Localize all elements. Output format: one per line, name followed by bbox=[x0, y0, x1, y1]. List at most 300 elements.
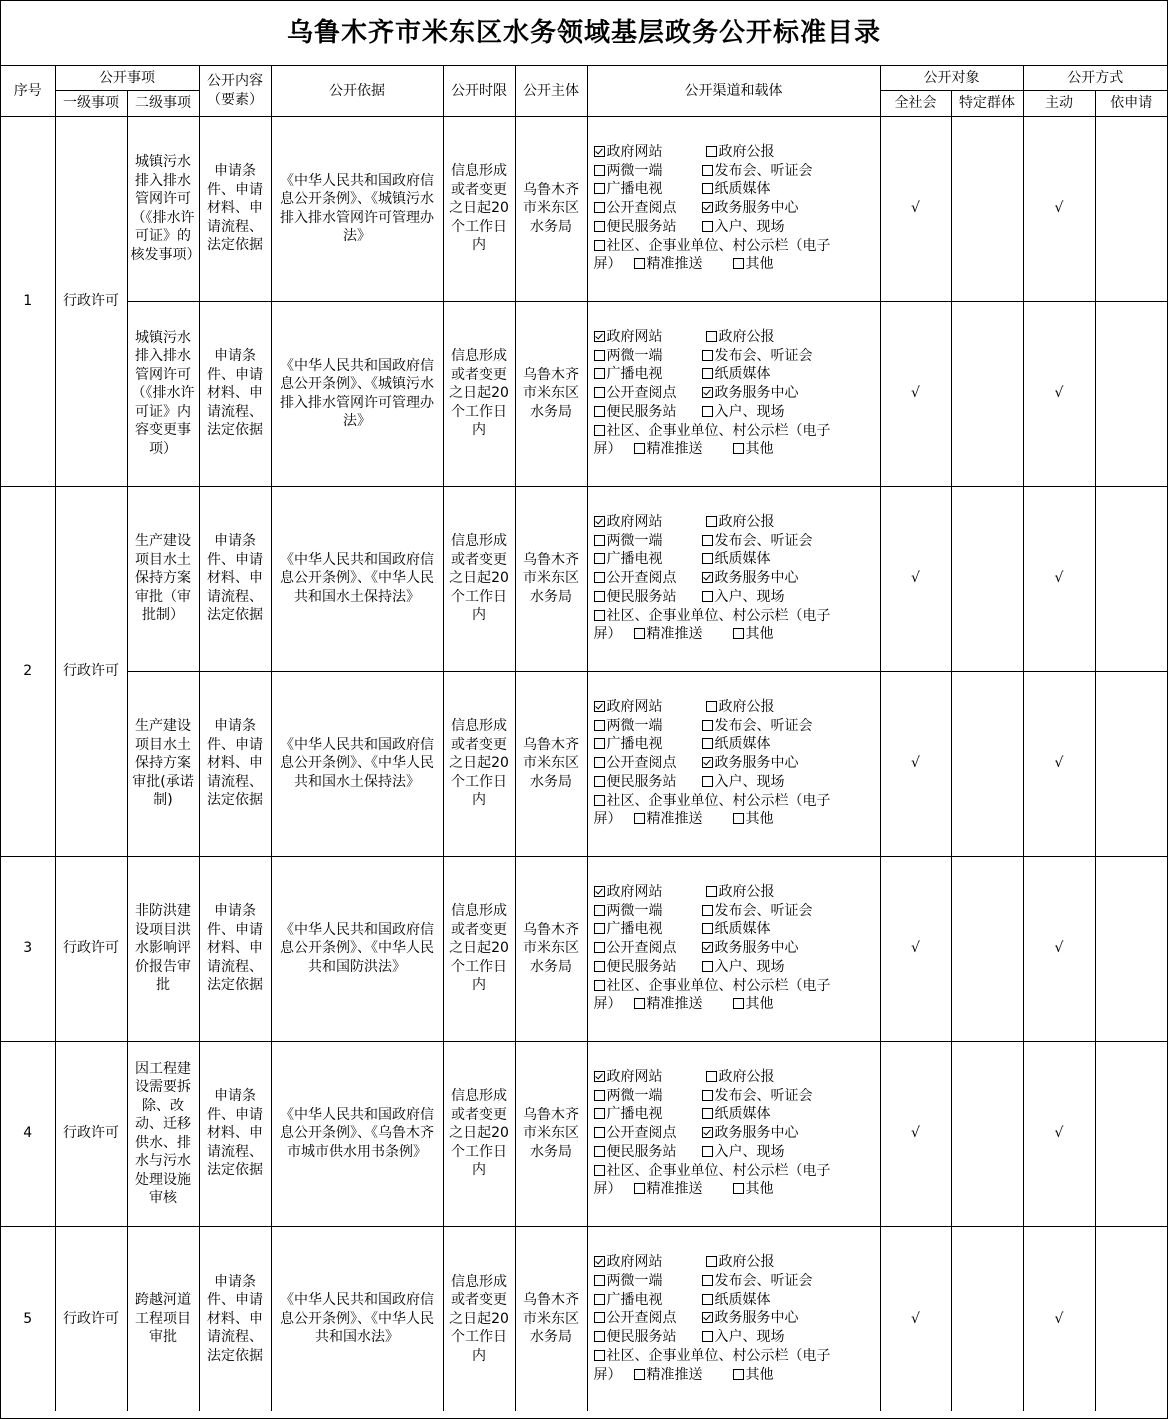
channel-line bbox=[594, 792, 878, 811]
specific-group-cell bbox=[951, 1041, 1023, 1226]
unchecked-box-icon bbox=[594, 923, 605, 934]
unchecked-box-icon bbox=[702, 738, 713, 749]
channel-option-label: 政务服务中心 bbox=[714, 385, 799, 402]
channel-line bbox=[594, 1347, 878, 1366]
unchecked-box-icon bbox=[594, 425, 605, 436]
channel-line bbox=[594, 977, 878, 996]
channel-option-label: 社区、企事业单位、村公示栏（电子 bbox=[606, 1347, 831, 1364]
channel-option-two-micro bbox=[594, 1272, 702, 1291]
channels-cell bbox=[587, 856, 880, 1041]
unchecked-box-icon bbox=[634, 258, 645, 269]
channel-option-label: 两微一端 bbox=[606, 717, 663, 734]
level1-cell: 行政许可 bbox=[55, 1226, 127, 1411]
channel-option-label: 入户、现场 bbox=[714, 773, 785, 790]
specific-group-cell bbox=[951, 486, 1023, 671]
channel-option-label: 屏） bbox=[593, 1366, 622, 1383]
channel-option-press-hearing bbox=[702, 1272, 813, 1291]
channel-option-label: 政务服务中心 bbox=[714, 200, 799, 217]
unchecked-box-icon bbox=[634, 813, 645, 824]
channels-cell bbox=[587, 116, 880, 301]
unchecked-box-icon bbox=[594, 961, 605, 972]
unchecked-box-icon bbox=[702, 165, 713, 176]
basis-cell: 《中华人民共和国政府信息公开条例》、《中华人民共和国水土保持法》 bbox=[271, 486, 443, 671]
channel-option-bulletin bbox=[594, 422, 831, 441]
all-society-cell: √ bbox=[880, 671, 951, 856]
unchecked-box-icon bbox=[594, 795, 605, 806]
unchecked-box-icon bbox=[594, 221, 605, 232]
basis-cell: 《中华人民共和国政府信息公开条例》、《城镇污水排入排水管网许可管理办法》 bbox=[271, 116, 443, 301]
specific-group-cell bbox=[951, 301, 1023, 486]
checked-box-icon bbox=[702, 757, 713, 768]
checked-box-icon bbox=[702, 572, 713, 583]
channel-option-gov-website bbox=[594, 513, 706, 532]
all-society-cell: √ bbox=[880, 1041, 951, 1226]
channel-option-label: 政务服务中心 bbox=[714, 570, 799, 587]
unchecked-box-icon bbox=[733, 628, 744, 639]
channel-option-press-hearing bbox=[702, 532, 813, 551]
channel-line bbox=[594, 255, 878, 274]
checked-box-icon bbox=[594, 331, 605, 342]
channel-option-screen bbox=[594, 995, 622, 1014]
unchecked-box-icon bbox=[733, 258, 744, 269]
unchecked-box-icon bbox=[594, 572, 605, 583]
unchecked-box-icon bbox=[594, 776, 605, 787]
channel-option-label: 公开查阅点 bbox=[606, 200, 677, 217]
unchecked-box-icon bbox=[702, 553, 713, 564]
time-limit-cell: 信息形成或者变更之日起20个工作日内 bbox=[443, 486, 515, 671]
channel-option-public-reading bbox=[594, 754, 702, 773]
level1-cell: 行政许可 bbox=[55, 116, 127, 486]
channel-line bbox=[594, 347, 878, 366]
unchecked-box-icon bbox=[706, 701, 717, 712]
unchecked-box-icon bbox=[594, 240, 605, 251]
document-title: 乌鲁木齐市米东区水务领域基层政务公开标准目录 bbox=[1, 1, 1167, 66]
on-request-cell bbox=[1095, 856, 1167, 1041]
channel-option-other bbox=[733, 810, 774, 829]
unchecked-box-icon bbox=[594, 757, 605, 768]
channel-option-door-to-door bbox=[702, 403, 785, 422]
channel-option-label: 其他 bbox=[745, 996, 774, 1013]
unchecked-box-icon bbox=[702, 1331, 713, 1342]
channel-line bbox=[594, 902, 878, 921]
channel-option-label: 精准推送 bbox=[646, 626, 703, 643]
channel-option-label: 公开查阅点 bbox=[606, 1125, 677, 1142]
unchecked-box-icon bbox=[634, 628, 645, 639]
unchecked-box-icon bbox=[702, 591, 713, 602]
channel-line bbox=[594, 440, 878, 459]
level2-cell: 城镇污水排入排水管网许可（《排水许可证》内容变更事项） bbox=[127, 301, 199, 486]
seq-cell: 5 bbox=[1, 1226, 55, 1411]
channel-option-door-to-door bbox=[702, 1143, 785, 1162]
level2-cell: 非防洪建设项目洪水影响评价报告审批 bbox=[127, 856, 199, 1041]
all-society-cell: √ bbox=[880, 116, 951, 301]
channel-line bbox=[594, 1291, 878, 1310]
channel-option-label: 政府网站 bbox=[606, 1253, 663, 1270]
channel-option-label: 便民服务站 bbox=[606, 958, 677, 975]
unchecked-box-icon bbox=[702, 350, 713, 361]
channel-option-public-reading bbox=[594, 384, 702, 403]
channel-option-two-micro bbox=[594, 532, 702, 551]
unchecked-box-icon bbox=[594, 535, 605, 546]
channel-option-label: 两微一端 bbox=[606, 162, 663, 179]
channel-option-screen bbox=[594, 625, 622, 644]
channel-option-broadcast-tv bbox=[594, 1105, 702, 1124]
channel-option-label: 其他 bbox=[745, 256, 774, 273]
channel-option-label: 两微一端 bbox=[606, 1272, 663, 1289]
subject-cell: 乌鲁木齐市米东区水务局 bbox=[515, 856, 587, 1041]
unchecked-box-icon bbox=[594, 387, 605, 398]
channels-cell bbox=[587, 486, 880, 671]
channel-option-label: 两微一端 bbox=[606, 902, 663, 919]
channel-option-screen bbox=[594, 255, 622, 274]
channel-option-label: 政府公报 bbox=[718, 328, 775, 345]
channel-option-label: 广播电视 bbox=[606, 551, 663, 568]
channel-option-label: 公开查阅点 bbox=[606, 385, 677, 402]
channel-option-precise-push bbox=[634, 625, 703, 644]
unchecked-box-icon bbox=[706, 516, 717, 527]
header-active: 主动 bbox=[1023, 90, 1095, 116]
channel-option-label: 屏） bbox=[593, 1181, 622, 1198]
unchecked-box-icon bbox=[594, 1165, 605, 1176]
channel-line bbox=[594, 1272, 878, 1291]
channel-option-screen bbox=[594, 810, 622, 829]
time-limit-cell: 信息形成或者变更之日起20个工作日内 bbox=[443, 671, 515, 856]
content-cell: 申请条件、申请材料、申请流程、法定依据 bbox=[199, 671, 271, 856]
channel-option-public-reading bbox=[594, 1309, 702, 1328]
unchecked-box-icon bbox=[733, 1183, 744, 1194]
catalog-body bbox=[1, 116, 1167, 1411]
channel-option-label: 发布会、听证会 bbox=[714, 1087, 813, 1104]
channel-option-broadcast-tv bbox=[594, 1291, 702, 1310]
channel-option-gov-gazette bbox=[706, 1253, 775, 1272]
channel-option-broadcast-tv bbox=[594, 180, 702, 199]
unchecked-box-icon bbox=[634, 998, 645, 1009]
channel-option-label: 广播电视 bbox=[606, 736, 663, 753]
level2-cell: 跨越河道工程项目审批 bbox=[127, 1226, 199, 1411]
channel-line bbox=[594, 883, 878, 902]
channel-option-label: 两微一端 bbox=[606, 532, 663, 549]
channel-option-label: 公开查阅点 bbox=[606, 570, 677, 587]
unchecked-box-icon bbox=[594, 1127, 605, 1138]
unchecked-box-icon bbox=[634, 1183, 645, 1194]
active-cell: √ bbox=[1023, 1041, 1095, 1226]
subject-cell: 乌鲁木齐市米东区水务局 bbox=[515, 301, 587, 486]
channel-option-label: 广播电视 bbox=[606, 366, 663, 383]
specific-group-cell bbox=[951, 1226, 1023, 1411]
time-limit-cell: 信息形成或者变更之日起20个工作日内 bbox=[443, 856, 515, 1041]
unchecked-box-icon bbox=[706, 331, 717, 342]
channel-line bbox=[594, 550, 878, 569]
table-row bbox=[1, 486, 1167, 671]
channel-option-label: 政府网站 bbox=[606, 698, 663, 715]
channel-option-gov-gazette bbox=[706, 143, 775, 162]
channel-option-label: 纸质媒体 bbox=[714, 921, 771, 938]
channel-option-label: 社区、企事业单位、村公示栏（电子 bbox=[606, 607, 831, 624]
channel-option-label: 精准推送 bbox=[646, 996, 703, 1013]
on-request-cell bbox=[1095, 1041, 1167, 1226]
channel-option-bulletin bbox=[594, 237, 831, 256]
on-request-cell bbox=[1095, 671, 1167, 856]
channel-option-broadcast-tv bbox=[594, 920, 702, 939]
channel-option-bulletin bbox=[594, 1162, 831, 1181]
channel-option-label: 政府网站 bbox=[606, 328, 663, 345]
channel-option-label: 入户、现场 bbox=[714, 1143, 785, 1160]
channel-option-precise-push bbox=[634, 1366, 703, 1385]
channel-option-label: 其他 bbox=[745, 811, 774, 828]
channel-line bbox=[594, 1068, 878, 1087]
unchecked-box-icon bbox=[594, 1312, 605, 1323]
channel-option-gov-gazette bbox=[706, 698, 775, 717]
channel-option-bulletin bbox=[594, 977, 831, 996]
channel-option-label: 发布会、听证会 bbox=[714, 347, 813, 364]
table-row bbox=[1, 1226, 1167, 1411]
channel-option-label: 其他 bbox=[745, 1181, 774, 1198]
unchecked-box-icon bbox=[594, 202, 605, 213]
unchecked-box-icon bbox=[594, 1350, 605, 1361]
basis-cell: 《中华人民共和国政府信息公开条例》、《城镇污水排入排水管网许可管理办法》 bbox=[271, 301, 443, 486]
level2-cell: 生产建设项目水土保持方案审批(承诺制) bbox=[127, 671, 199, 856]
channel-option-two-micro bbox=[594, 162, 702, 181]
channel-option-label: 精准推送 bbox=[646, 1366, 703, 1383]
channel-line bbox=[594, 920, 878, 939]
table-row bbox=[1, 301, 1167, 486]
subject-cell: 乌鲁木齐市米东区水务局 bbox=[515, 486, 587, 671]
channel-option-label: 发布会、听证会 bbox=[714, 1272, 813, 1289]
catalog-table bbox=[1, 66, 1167, 1411]
channel-option-label: 社区、企事业单位、村公示栏（电子 bbox=[606, 1162, 831, 1179]
channel-option-other bbox=[733, 1366, 774, 1385]
all-society-cell: √ bbox=[880, 1226, 951, 1411]
channel-option-label: 两微一端 bbox=[606, 1087, 663, 1104]
channel-option-door-to-door bbox=[702, 958, 785, 977]
channel-line bbox=[594, 1253, 878, 1272]
channel-option-label: 社区、企事业单位、村公示栏（电子 bbox=[606, 422, 831, 439]
level1-cell: 行政许可 bbox=[55, 486, 127, 856]
channel-option-broadcast-tv bbox=[594, 735, 702, 754]
basis-cell: 《中华人民共和国政府信息公开条例》、《中华人民共和国水法》 bbox=[271, 1226, 443, 1411]
checked-box-icon bbox=[594, 146, 605, 157]
active-cell: √ bbox=[1023, 116, 1095, 301]
channel-line bbox=[594, 513, 878, 532]
channel-option-gov-website bbox=[594, 143, 706, 162]
channel-option-paper-media bbox=[702, 180, 771, 199]
level2-cell: 城镇污水排入排水管网许可（《排水许可证》的核发事项） bbox=[127, 116, 199, 301]
checked-box-icon bbox=[702, 387, 713, 398]
unchecked-box-icon bbox=[594, 1108, 605, 1119]
channel-option-label: 政务服务中心 bbox=[714, 1125, 799, 1142]
channel-option-label: 纸质媒体 bbox=[714, 181, 771, 198]
channel-option-label: 屏） bbox=[593, 441, 622, 458]
channel-line bbox=[594, 218, 878, 237]
channel-option-precise-push bbox=[634, 995, 703, 1014]
channel-line bbox=[594, 384, 878, 403]
channel-option-gov-service-center bbox=[702, 569, 799, 588]
table-row bbox=[1, 671, 1167, 856]
specific-group-cell bbox=[951, 116, 1023, 301]
header-level2: 二级事项 bbox=[127, 90, 199, 116]
unchecked-box-icon bbox=[594, 368, 605, 379]
channel-option-gov-service-center bbox=[702, 384, 799, 403]
channel-option-convenience-station bbox=[594, 773, 702, 792]
channel-option-convenience-station bbox=[594, 588, 702, 607]
channel-option-paper-media bbox=[702, 550, 771, 569]
channel-option-gov-website bbox=[594, 883, 706, 902]
unchecked-box-icon bbox=[702, 368, 713, 379]
unchecked-box-icon bbox=[594, 720, 605, 731]
checked-box-icon bbox=[702, 202, 713, 213]
channel-option-label: 发布会、听证会 bbox=[714, 902, 813, 919]
header-channels: 公开渠道和载体 bbox=[587, 66, 880, 116]
specific-group-cell bbox=[951, 671, 1023, 856]
subject-cell: 乌鲁木齐市米东区水务局 bbox=[515, 1226, 587, 1411]
channel-option-label: 入户、现场 bbox=[714, 403, 785, 420]
header-target-group: 公开对象 bbox=[880, 66, 1023, 90]
channel-option-gov-website bbox=[594, 328, 706, 347]
content-cell: 申请条件、申请材料、申请流程、法定依据 bbox=[199, 116, 271, 301]
channel-option-screen bbox=[594, 440, 622, 459]
channel-line bbox=[594, 422, 878, 441]
seq-cell: 4 bbox=[1, 1041, 55, 1226]
unchecked-box-icon bbox=[702, 905, 713, 916]
channel-option-convenience-station bbox=[594, 958, 702, 977]
channel-option-label: 屏） bbox=[593, 811, 622, 828]
channel-line bbox=[594, 773, 878, 792]
channel-option-gov-website bbox=[594, 698, 706, 717]
subject-cell: 乌鲁木齐市米东区水务局 bbox=[515, 671, 587, 856]
channel-option-label: 公开查阅点 bbox=[606, 940, 677, 957]
channel-option-label: 其他 bbox=[745, 441, 774, 458]
content-cell: 申请条件、申请材料、申请流程、法定依据 bbox=[199, 856, 271, 1041]
channel-option-gov-service-center bbox=[702, 1309, 799, 1328]
channel-option-screen bbox=[594, 1180, 622, 1199]
unchecked-box-icon bbox=[702, 535, 713, 546]
channel-option-paper-media bbox=[702, 735, 771, 754]
channel-option-precise-push bbox=[634, 1180, 703, 1199]
level2-cell: 生产建设项目水土保持方案审批（审批制） bbox=[127, 486, 199, 671]
channel-line bbox=[594, 180, 878, 199]
unchecked-box-icon bbox=[706, 1256, 717, 1267]
channel-option-paper-media bbox=[702, 1291, 771, 1310]
unchecked-box-icon bbox=[702, 720, 713, 731]
header-all-society: 全社会 bbox=[880, 90, 951, 116]
table-row bbox=[1, 116, 1167, 301]
channel-line bbox=[594, 995, 878, 1014]
subject-cell: 乌鲁木齐市米东区水务局 bbox=[515, 116, 587, 301]
unchecked-box-icon bbox=[702, 961, 713, 972]
unchecked-box-icon bbox=[706, 886, 717, 897]
channel-option-label: 政府网站 bbox=[606, 883, 663, 900]
unchecked-box-icon bbox=[706, 146, 717, 157]
active-cell: √ bbox=[1023, 1226, 1095, 1411]
channel-option-press-hearing bbox=[702, 347, 813, 366]
header-on-request: 依申请 bbox=[1095, 90, 1167, 116]
channel-option-label: 入户、现场 bbox=[714, 1329, 785, 1346]
channel-line bbox=[594, 735, 878, 754]
channel-option-door-to-door bbox=[702, 1328, 785, 1347]
channel-option-label: 入户、现场 bbox=[714, 958, 785, 975]
channel-option-label: 社区、企事业单位、村公示栏（电子 bbox=[606, 792, 831, 809]
channel-option-public-reading bbox=[594, 939, 702, 958]
unchecked-box-icon bbox=[594, 905, 605, 916]
channel-option-label: 广播电视 bbox=[606, 1291, 663, 1308]
channel-line bbox=[594, 698, 878, 717]
channel-option-label: 便民服务站 bbox=[606, 1329, 677, 1346]
channel-option-label: 政府公报 bbox=[718, 1068, 775, 1085]
unchecked-box-icon bbox=[594, 942, 605, 953]
header-specific-group: 特定群体 bbox=[951, 90, 1023, 116]
channel-option-gov-website bbox=[594, 1253, 706, 1272]
channel-option-label: 便民服务站 bbox=[606, 403, 677, 420]
channel-option-label: 便民服务站 bbox=[606, 218, 677, 235]
unchecked-box-icon bbox=[594, 406, 605, 417]
unchecked-box-icon bbox=[702, 183, 713, 194]
all-society-cell: √ bbox=[880, 486, 951, 671]
channel-option-label: 纸质媒体 bbox=[714, 1291, 771, 1308]
header-time-limit: 公开时限 bbox=[443, 66, 515, 116]
channel-option-label: 精准推送 bbox=[646, 811, 703, 828]
header-subject: 公开主体 bbox=[515, 66, 587, 116]
checked-box-icon bbox=[594, 701, 605, 712]
time-limit-cell: 信息形成或者变更之日起20个工作日内 bbox=[443, 116, 515, 301]
channel-option-label: 纸质媒体 bbox=[714, 736, 771, 753]
active-cell: √ bbox=[1023, 856, 1095, 1041]
unchecked-box-icon bbox=[634, 1369, 645, 1380]
channel-line bbox=[594, 717, 878, 736]
channel-line bbox=[594, 403, 878, 422]
header-content: 公开内容（要素） bbox=[199, 66, 271, 116]
channel-option-label: 纸质媒体 bbox=[714, 551, 771, 568]
channel-option-label: 广播电视 bbox=[606, 921, 663, 938]
channels-cell bbox=[587, 301, 880, 486]
table-row bbox=[1, 856, 1167, 1041]
unchecked-box-icon bbox=[733, 813, 744, 824]
channel-option-gov-service-center bbox=[702, 1124, 799, 1143]
channel-line bbox=[594, 162, 878, 181]
channel-option-label: 政府公报 bbox=[718, 513, 775, 530]
channel-option-label: 精准推送 bbox=[646, 256, 703, 273]
channel-option-convenience-station bbox=[594, 1328, 702, 1347]
channel-option-label: 政府网站 bbox=[606, 143, 663, 160]
unchecked-box-icon bbox=[702, 1294, 713, 1305]
unchecked-box-icon bbox=[702, 1146, 713, 1157]
channels-cell bbox=[587, 1226, 880, 1411]
channel-option-gov-service-center bbox=[702, 199, 799, 218]
channel-option-press-hearing bbox=[702, 717, 813, 736]
channel-line bbox=[594, 1124, 878, 1143]
channel-option-gov-gazette bbox=[706, 1068, 775, 1087]
channel-option-label: 发布会、听证会 bbox=[714, 532, 813, 549]
channel-option-public-reading bbox=[594, 1124, 702, 1143]
content-cell: 申请条件、申请材料、申请流程、法定依据 bbox=[199, 301, 271, 486]
channel-line bbox=[594, 1309, 878, 1328]
header-seq: 序号 bbox=[1, 66, 55, 116]
time-limit-cell: 信息形成或者变更之日起20个工作日内 bbox=[443, 1226, 515, 1411]
unchecked-box-icon bbox=[733, 443, 744, 454]
channel-option-label: 广播电视 bbox=[606, 1106, 663, 1123]
checked-box-icon bbox=[702, 1312, 713, 1323]
channel-line bbox=[594, 1328, 878, 1347]
unchecked-box-icon bbox=[702, 406, 713, 417]
subject-cell: 乌鲁木齐市米东区水务局 bbox=[515, 1041, 587, 1226]
channel-option-paper-media bbox=[702, 1105, 771, 1124]
unchecked-box-icon bbox=[702, 776, 713, 787]
unchecked-box-icon bbox=[594, 1090, 605, 1101]
checked-box-icon bbox=[594, 516, 605, 527]
basis-cell: 《中华人民共和国政府信息公开条例》、《中华人民共和国水土保持法》 bbox=[271, 671, 443, 856]
unchecked-box-icon bbox=[702, 923, 713, 934]
channel-option-screen bbox=[594, 1366, 622, 1385]
channel-option-gov-website bbox=[594, 1068, 706, 1087]
